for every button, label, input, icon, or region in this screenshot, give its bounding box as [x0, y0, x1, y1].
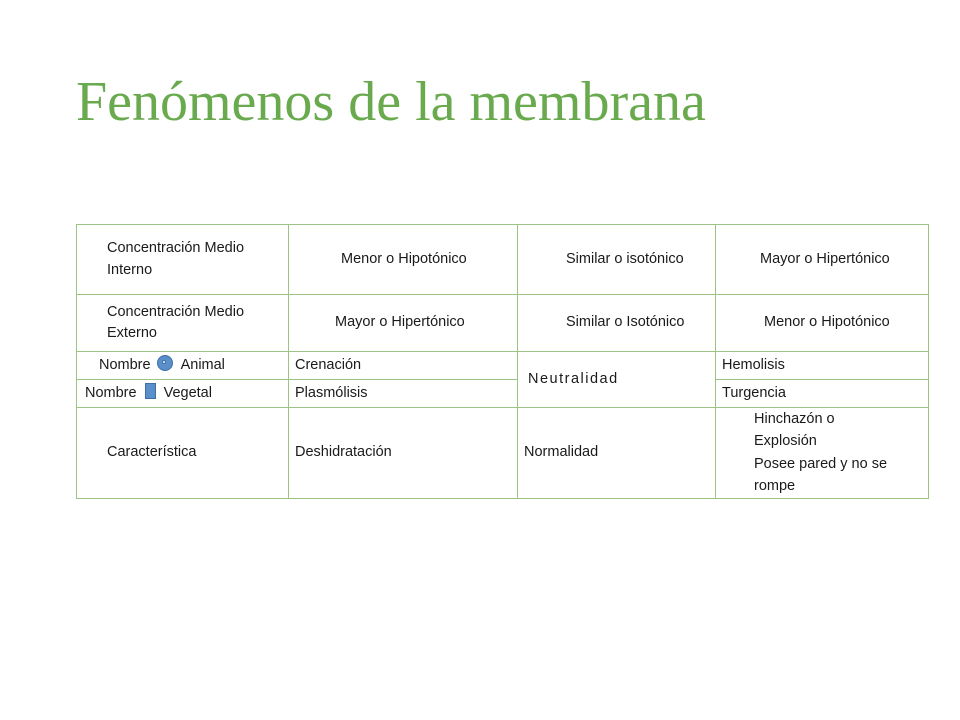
cell-neutrality: Neutralidad: [518, 352, 716, 408]
table-row-internal-concentration: [77, 225, 929, 295]
swelling-line-2: Explosión: [754, 433, 817, 450]
cell-crenation: Crenación: [289, 352, 518, 380]
cell-external-isotonic: Similar o Isotónico: [518, 295, 716, 352]
row-label-plant: [77, 380, 289, 408]
table-row-animal: [77, 352, 929, 380]
label-animal: Animal: [180, 356, 225, 373]
table-row-external-concentration: [77, 295, 929, 352]
cell-circle-icon: [157, 355, 173, 371]
row-label-internal: Concentración Medio Interno: [77, 225, 289, 295]
cell-external-hypotonic: Menor o Hipotónico: [716, 295, 929, 352]
label-vegetal: Vegetal: [163, 384, 212, 401]
cell-turgor: Turgencia: [716, 380, 929, 408]
cell-normality: Normalidad: [518, 408, 716, 499]
cell-hemolysis: Hemolisis: [716, 352, 929, 380]
cell-internal-isotonic: Similar o isotónico: [518, 225, 716, 295]
cell-internal-hypertonic: Mayor o Hipertónico: [716, 225, 929, 295]
membrane-phenomena-table: [76, 224, 929, 499]
row-label-characteristic: Característica: [77, 408, 289, 499]
swelling-line-1: Hinchazón o: [754, 411, 835, 427]
table-row-plant: [77, 380, 929, 408]
table-row-characteristic: [77, 408, 929, 499]
swelling-line-3: Posee pared y no se: [754, 455, 888, 472]
swelling-line-4: rompe: [754, 478, 796, 495]
cell-internal-hypotonic: Menor o Hipotónico: [289, 225, 518, 295]
row-label-external: Concentración Medio Externo: [77, 295, 289, 352]
row-label-animal: [77, 352, 289, 380]
cell-rectangle-icon: [145, 383, 156, 399]
page-title: Fenómenos de la membrana: [76, 71, 706, 133]
cell-swelling: [716, 408, 929, 499]
cell-dehydration: Deshidratación: [289, 408, 518, 499]
label-nombre: Nombre: [85, 384, 137, 401]
label-nombre: Nombre: [99, 356, 151, 373]
cell-plasmolysis: Plasmólisis: [289, 380, 518, 408]
cell-external-hypertonic: Mayor o Hipertónico: [289, 295, 518, 352]
